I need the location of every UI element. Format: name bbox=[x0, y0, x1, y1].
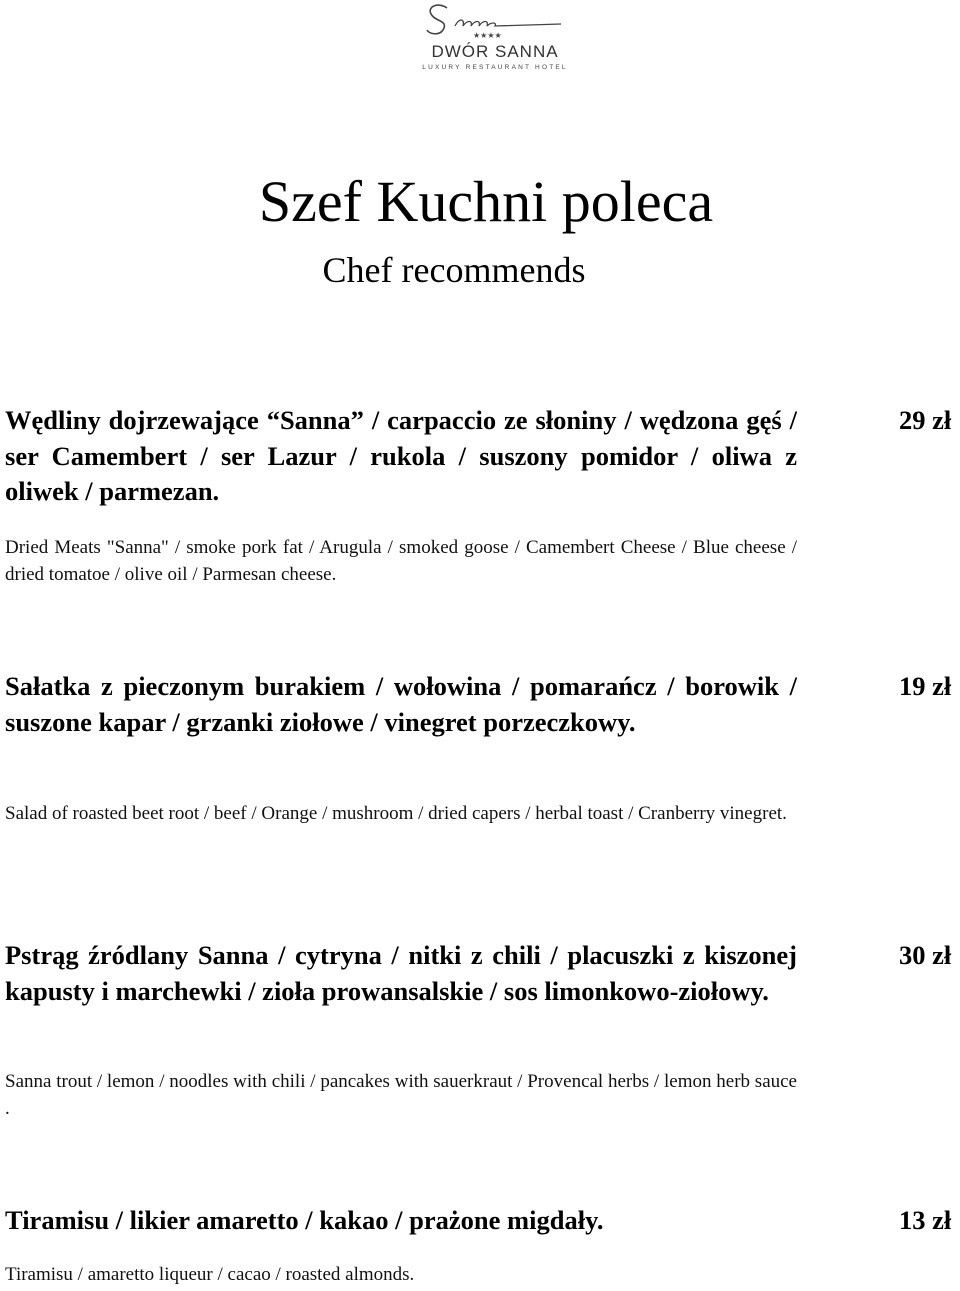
item-name-en: Dried Meats "Sanna" / smoke pork fat / Arugula / smoked goose / Camembert Cheese / Blue cheese / dried tomatoe / olive oil / Parmesan cheese. bbox=[5, 537, 797, 585]
item-name-pl: Sałatka z pieczonym burakiem / wołowina / pomarańcz / borowik / suszone kapar / grzanki ziołowe / vinegret porzeczkowy. bbox=[5, 671, 797, 737]
item-name-pl: Tiramisu / likier amaretto / kakao / prażone migdały. bbox=[5, 1205, 604, 1235]
logo-name: DWÓR SANNA bbox=[431, 42, 559, 61]
item-price: 29 zł bbox=[899, 405, 952, 435]
item-price: 13 zł bbox=[899, 1205, 952, 1235]
brand-logo bbox=[405, 0, 585, 80]
page-subtitle: Chef recommends bbox=[322, 250, 586, 290]
item-name-en: Tiramisu / amaretto liqueur / cacao / roasted almonds. bbox=[5, 1264, 415, 1285]
logo-script-signature bbox=[415, 0, 575, 42]
item-price: 30 zł bbox=[899, 940, 952, 970]
item-name-en: Sanna trout / lemon / noodles with chili / pancakes with sauerkraut / Provencal herbs / lemon herb sauce . bbox=[5, 1071, 797, 1119]
logo-stars: ★★★★ bbox=[473, 31, 502, 40]
item-name-en: Salad of roasted beet root / beef / Orange / mushroom / dried capers / herbal toast / Cranberry vinegret. bbox=[5, 803, 787, 824]
logo-tagline: LUXURY RESTAURANT HOTEL bbox=[422, 64, 568, 71]
item-name-pl: Pstrąg źródlany Sanna / cytryna / nitki z chili / placuszki z kiszonej kapusty i marchewki / zioła prowansalskie / sos limonkowo-ziołowy. bbox=[5, 940, 797, 1006]
item-price: 19 zł bbox=[899, 671, 952, 701]
item-name-pl: Wędliny dojrzewające “Sanna” / carpaccio ze słoniny / wędzona gęś / ser Camembert / ser Lazur / rukola / suszony pomidor / oliwa z oliwek / parmezan. bbox=[5, 405, 797, 506]
page-title: Szef Kuchni poleca bbox=[258, 169, 714, 234]
